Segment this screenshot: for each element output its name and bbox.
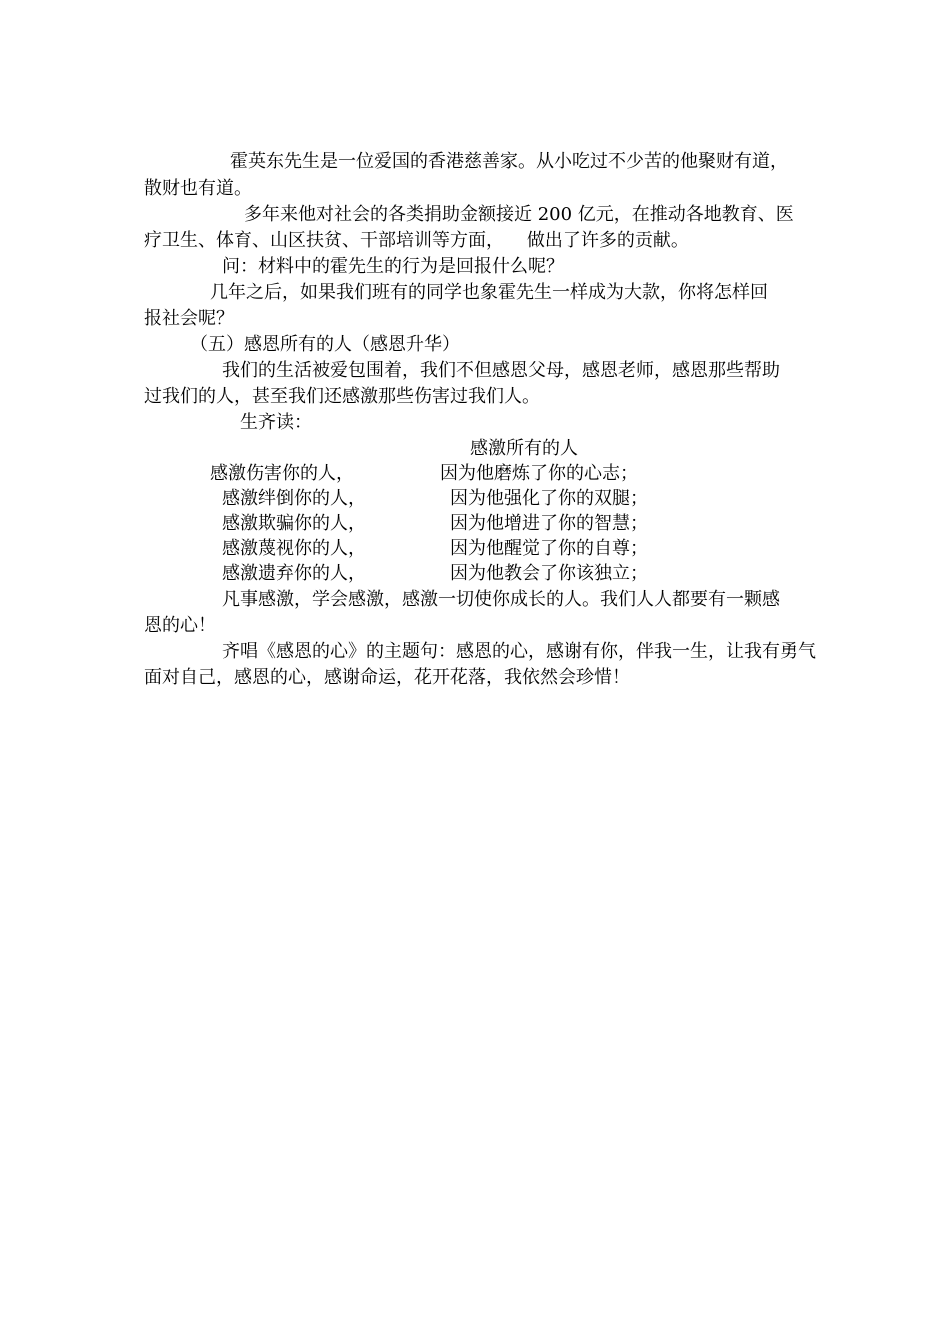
poem-line-right: 因为他教会了你该独立； [450, 563, 648, 584]
poem-line-left: 感激蔑视你的人， [222, 538, 366, 559]
poem-line-right: 因为他醒觉了你的自尊； [450, 538, 648, 559]
paragraph-5-line-2: 恩的心！ [144, 615, 216, 636]
section-heading: （五）感恩所有的人（感恩升华） [190, 334, 460, 355]
paragraph-2-line-2: 疗卫生、体育、山区扶贫、干部培训等方面， 做出了许多的贡献。 [144, 230, 689, 251]
poem-line-left: 感激伤害你的人， [210, 463, 354, 484]
paragraph-3-line-1: 几年之后，如果我们班有的同学也象霍先生一样成为大款，你将怎样回 [210, 282, 768, 303]
poem-line-right: 因为他增进了你的智慧； [450, 513, 648, 534]
paragraph-3-line-2: 报社会呢？ [144, 308, 234, 329]
paragraph-6-line-2: 面对自己，感恩的心，感谢命运，花开花落，我依然会珍惜！ [144, 667, 630, 688]
paragraph-4-line-2: 过我们的人，甚至我们还感激那些伤害过我们人。 [144, 386, 540, 407]
poem-line-left: 感激欺骗你的人， [222, 513, 366, 534]
read-label: 生齐读： [240, 412, 312, 433]
question-line: 问：材料中的霍先生的行为是回报什么呢？ [222, 256, 564, 277]
poem-line-left: 感激绊倒你的人， [222, 488, 366, 509]
poem-line-right: 因为他磨炼了你的心志； [440, 463, 638, 484]
paragraph-4-line-1: 我们的生活被爱包围着，我们不但感恩父母，感恩老师，感恩那些帮助 [222, 360, 780, 381]
poem-title: 感激所有的人 [470, 438, 578, 459]
paragraph-5-line-1: 凡事感激，学会感激，感激一切使你成长的人。我们人人都要有一颗感 [222, 589, 780, 610]
poem-line-right: 因为他强化了你的双腿； [450, 488, 648, 509]
paragraph-1-line-1: 霍英东先生是一位爱国的香港慈善家。从小吃过不少苦的他聚财有道， [230, 151, 788, 172]
paragraph-1-line-2: 散财也有道。 [144, 178, 252, 199]
poem-line-left: 感激遗弃你的人， [222, 563, 366, 584]
paragraph-6-line-1: 齐唱《感恩的心》的主题句：感恩的心，感谢有你，伴我一生，让我有勇气 [222, 641, 816, 662]
paragraph-2-line-1: 多年来他对社会的各类捐助金额接近 200 亿元，在推动各地教育、医 [244, 204, 794, 225]
